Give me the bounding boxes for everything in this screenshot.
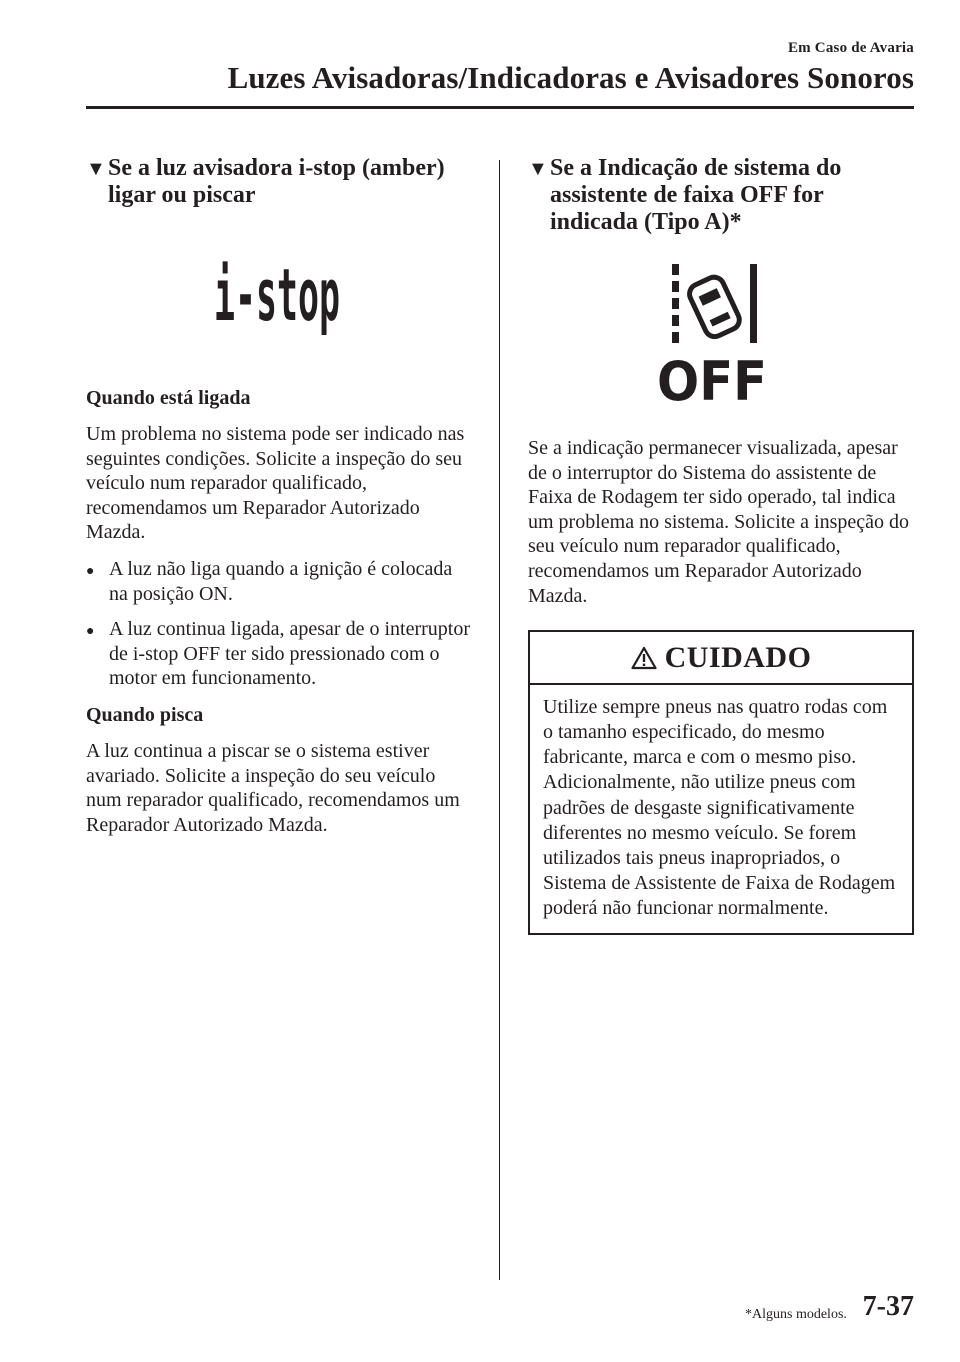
column-divider (499, 160, 500, 1280)
bullet-dot-icon: ● (86, 563, 95, 579)
warning-triangle-icon (631, 646, 657, 670)
down-triangle-icon: ▼ (86, 158, 106, 180)
lane-keep-assist-off-icon (654, 264, 770, 413)
when-on-text: Um problema no sistema pode ser indicado nas seguintes condições. Solicite a inspeção do seu veículo num reparador qualificado, recomendamos um Reparador Autorizado Mazda. (86, 423, 465, 544)
left-column (86, 155, 470, 849)
istop-indicator-figure (86, 246, 470, 341)
page-title: Luzes Avisadoras/Indicadoras e Avisadores Sonoros (227, 60, 914, 95)
list-item-text: A luz continua ligada, apesar de o interruptor de i-stop OFF ter sido pressionado com o motor em funcionamento. (109, 618, 470, 690)
list-item (86, 617, 470, 691)
list-item (86, 557, 470, 606)
when-on-list (86, 557, 470, 691)
caution-box (528, 630, 914, 935)
lane-off-text: Se a indicação permanecer visualizada, apesar de o interruptor do Sistema do assistente de Faixa de Rodagem ter sido operado, tal indica um problema no sistema. Solicite a inspeção do seu veículo num reparador qualificado, recomendamos um Reparador Autorizado Mazda. (528, 437, 910, 607)
lane-heading-text: Se a Indicação de sistema do assistente de faixa OFF for indicada (Tipo A)* (550, 155, 842, 235)
istop-heading-text: Se a luz avisadora i-stop (amber) ligar ou piscar (108, 155, 445, 208)
i-stop-warning-light-icon (214, 246, 344, 341)
istop-section-heading (86, 155, 470, 209)
footnote: *Alguns modelos. (745, 1307, 847, 1322)
lane-section-heading (528, 155, 914, 236)
caution-title: CUIDADO (664, 640, 812, 674)
when-blink-title: Quando pisca (86, 703, 204, 726)
caution-header (530, 632, 912, 685)
lane-off-indicator-figure (528, 264, 914, 413)
lane-off-indicator-label: OFF (657, 350, 767, 413)
when-blink-text: A luz continua a piscar se o sistema estiver avariado. Solicite a inspeção do seu veículo num reparador qualificado, recomendamos um Reparador Autorizado Mazda. (86, 739, 460, 836)
right-column (528, 155, 914, 935)
when-on-title: Quando está ligada (86, 387, 251, 409)
list-item-text: A luz não liga quando a ignição é colocada na posição ON. (109, 557, 453, 605)
caution-text: Utilize sempre pneus nas quatro rodas com o tamanho especificado, do mesmo fabricante, marca e com o mesmo piso. Adicionalmente, não utilize pneus com padrões de desgaste significativamente diferentes no mesmo veículo. Se forem utilizados tais pneus inapropriados, o Sistema de Assistente de Faixa de Rodagem poderá não funcionar normalmente. (543, 696, 896, 919)
down-triangle-icon: ▼ (528, 158, 548, 180)
bullet-dot-icon: ● (86, 624, 95, 640)
istop-indicator-label: i-stop (214, 253, 340, 337)
header-divider (86, 106, 914, 109)
page-number: 7-37 (862, 1291, 914, 1322)
chapter-label: Em Caso de Avaria (787, 40, 914, 56)
